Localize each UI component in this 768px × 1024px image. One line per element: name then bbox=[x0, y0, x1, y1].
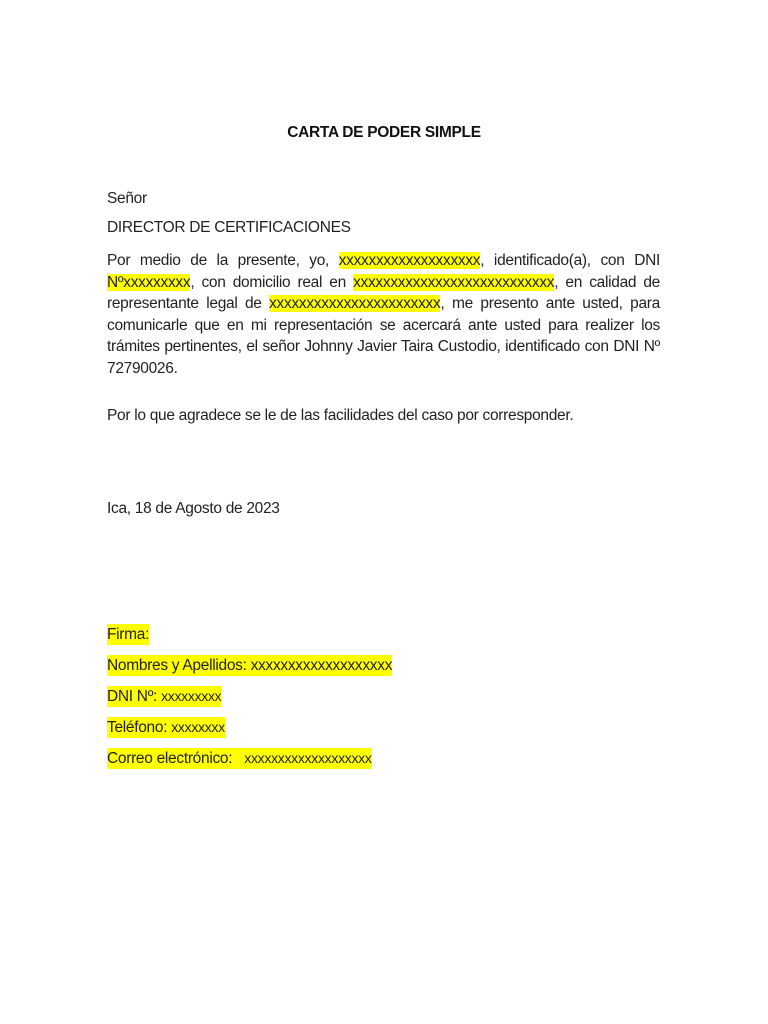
body-text-1: Por medio de la presente, yo, bbox=[107, 252, 339, 269]
document-title: CARTA DE PODER SIMPLE bbox=[287, 124, 481, 141]
telefono-label: Teléfono: bbox=[107, 719, 172, 736]
body-text-4: , en calidad de representante legal de bbox=[107, 273, 661, 312]
signature-dni bbox=[107, 686, 221, 707]
name-placeholder: xxxxxxxxxxxxxxxxxxx bbox=[338, 252, 481, 269]
date-line: Ica, 18 de Agosto de 2023 bbox=[107, 500, 280, 517]
correo-value: xxxxxxxxxxxxxxxxxxx bbox=[244, 750, 372, 766]
signature-telefono bbox=[107, 717, 225, 738]
signature-nombres bbox=[107, 655, 392, 676]
body-text-3: , con domicilio real en bbox=[190, 273, 354, 291]
body-text-2: , identificado(a), con DNI bbox=[480, 252, 660, 269]
nombres-value: xxxxxxxxxxxxxxxxxxx bbox=[250, 657, 393, 674]
body-text-5: , me presento ante usted, para comunicarle que en mi representación se acercará ante usted para realizer los trámites pertinentes, el señor Johnny Javier Taira Custodio, identificado con DNI Nº 72790026. bbox=[107, 295, 660, 377]
body-paragraph bbox=[107, 250, 660, 379]
dni-value: xxxxxxxxx bbox=[161, 688, 222, 704]
closing-line: Por lo que agradece se le de las facilidades del caso por corresponder. bbox=[107, 407, 574, 424]
dni-label: DNI Nº: bbox=[107, 688, 162, 705]
salutation: Señor bbox=[107, 190, 147, 207]
telefono-value: xxxxxxxx bbox=[171, 719, 225, 735]
signature-correo bbox=[107, 748, 372, 769]
dni-placeholder: Nºxxxxxxxxx bbox=[107, 273, 191, 291]
company-placeholder: xxxxxxxxxxxxxxxxxxxxxxx bbox=[269, 295, 441, 312]
correo-label: Correo electrónico: bbox=[107, 750, 245, 767]
address-placeholder: xxxxxxxxxxxxxxxxxxxxxxxxxxx bbox=[353, 273, 555, 291]
nombres-label: Nombres y Apellidos: bbox=[107, 657, 251, 674]
signature-firma: Firma: bbox=[107, 626, 150, 643]
recipient: DIRECTOR DE CERTIFICACIONES bbox=[107, 219, 351, 236]
